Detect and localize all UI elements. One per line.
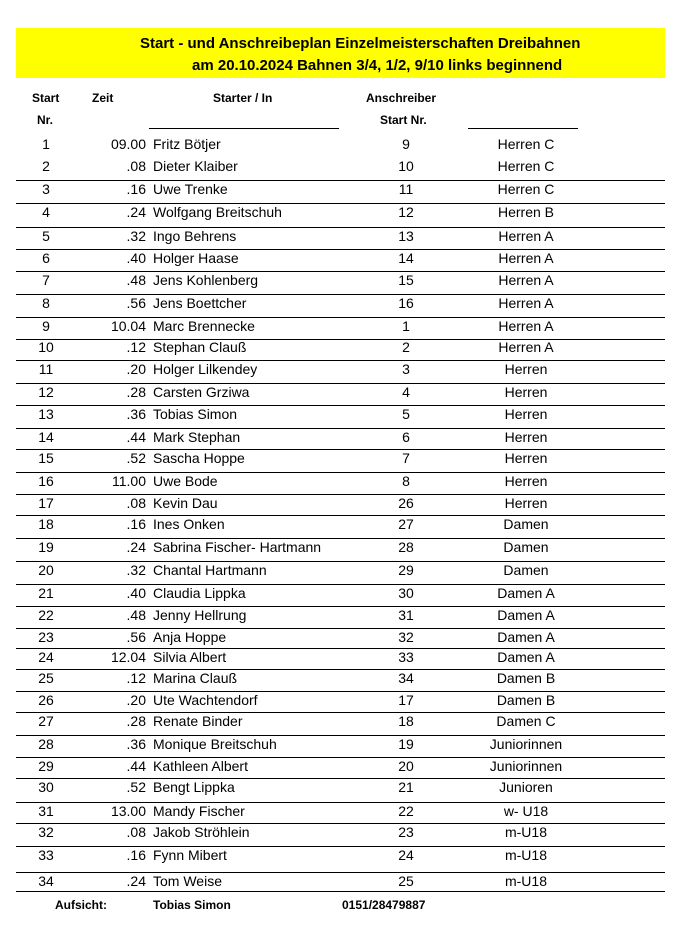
scorer-start-number: 9 [402, 136, 410, 152]
start-time: 13.00 [110, 803, 146, 819]
title-line-2: am 20.10.2024 Bahnen 3/4, 1/2, 9/10 links beginnend [192, 57, 563, 74]
class-name: Herren [504, 361, 548, 377]
scorer-start-number: 27 [398, 516, 414, 532]
starter-name: Tobias Simon [153, 406, 238, 422]
starter-name: Holger Lilkendey [153, 361, 258, 377]
start-time: .56 [126, 295, 146, 311]
table-row [16, 181, 665, 204]
start-number: 19 [38, 539, 54, 555]
header-underline-class [468, 128, 578, 129]
class-name: Damen [503, 539, 549, 555]
table-row [16, 450, 665, 473]
class-name: Herren [504, 384, 548, 400]
starter-name: Sabrina Fischer- Hartmann [153, 539, 322, 555]
table-row [16, 803, 665, 824]
table-row [16, 585, 665, 607]
start-number: 5 [42, 228, 50, 244]
scorer-start-number: 12 [398, 204, 414, 220]
start-number: 12 [38, 384, 54, 400]
starter-name: Anja Hoppe [153, 629, 227, 645]
table-row [16, 713, 665, 736]
starter-name: Mark Stephan [153, 429, 241, 445]
start-number: 24 [38, 649, 54, 665]
scorer-start-number: 21 [398, 779, 414, 795]
scorer-start-number: 1 [402, 318, 410, 334]
class-name: Junioren [499, 779, 553, 795]
start-time: .24 [126, 873, 146, 889]
class-name: Herren C [497, 158, 555, 174]
class-name: Damen [503, 516, 549, 532]
table-row [16, 384, 665, 406]
table-row [16, 607, 665, 629]
start-time: .36 [126, 736, 146, 752]
start-number: 27 [38, 713, 54, 729]
table-row [16, 847, 665, 873]
footer-phone: 0151/28479887 [342, 898, 426, 912]
header-anschreiber: Anschreiber [366, 91, 437, 105]
scorer-start-number: 24 [398, 847, 414, 863]
scorer-start-number: 16 [398, 295, 414, 311]
scorer-start-number: 11 [398, 181, 414, 197]
starter-name: Carsten Grziwa [153, 384, 250, 400]
scorer-start-number: 19 [398, 736, 414, 752]
start-time: .52 [126, 779, 146, 795]
start-number: 7 [42, 272, 50, 288]
starter-name: Ute Wachtendorf [153, 692, 258, 708]
starter-name: Ingo Behrens [153, 228, 237, 244]
scorer-start-number: 28 [398, 539, 414, 555]
scorer-start-number: 4 [402, 384, 410, 400]
start-number: 17 [38, 495, 54, 511]
header-start: Start [32, 91, 60, 105]
class-name: Herren A [498, 318, 554, 334]
table-row [16, 873, 665, 892]
class-name: Herren [504, 495, 548, 511]
scorer-start-number: 34 [398, 670, 414, 686]
class-name: Juniorinnen [489, 758, 563, 774]
start-time: .28 [126, 384, 146, 400]
table-row [16, 539, 665, 562]
start-time: .20 [126, 361, 146, 377]
scorer-start-number: 5 [402, 406, 410, 422]
start-time: 09.00 [110, 136, 146, 152]
table-row [16, 692, 665, 713]
start-time: .12 [126, 670, 146, 686]
start-time: .44 [126, 429, 146, 445]
start-number: 18 [38, 516, 54, 532]
footer-label: Aufsicht: [55, 898, 107, 912]
starter-name: Mandy Fischer [153, 803, 245, 819]
start-time: .16 [126, 847, 146, 863]
scorer-start-number: 13 [398, 228, 414, 244]
title-line-1: Start - und Anschreibeplan Einzelmeisterschaften Dreibahnen [140, 35, 581, 52]
table-row [16, 758, 665, 779]
start-time: .08 [126, 158, 146, 174]
start-number: 3 [42, 181, 50, 197]
starter-name: Jenny Hellrung [153, 607, 247, 623]
starter-name: Monique Breitschuh [153, 736, 277, 752]
starter-name: Wolfgang Breitschuh [153, 204, 282, 220]
header-start-nr: Start Nr. [380, 113, 427, 127]
class-name: m-U18 [504, 873, 547, 889]
start-number: 16 [38, 473, 54, 489]
class-name: w- U18 [503, 803, 549, 819]
title-banner [16, 28, 665, 78]
class-name: Damen B [496, 692, 556, 708]
table-row [16, 204, 665, 228]
start-time: .28 [126, 713, 146, 729]
scorer-start-number: 20 [398, 758, 414, 774]
start-number: 25 [38, 670, 54, 686]
start-number: 14 [38, 429, 54, 445]
table-row [16, 228, 665, 250]
class-name: m-U18 [504, 847, 547, 863]
start-number: 9 [42, 318, 50, 334]
table-row [16, 736, 665, 758]
header-zeit: Zeit [92, 91, 114, 105]
start-number: 13 [38, 406, 54, 422]
table-row [16, 136, 665, 157]
scorer-start-number: 32 [398, 629, 414, 645]
class-name: Damen [503, 562, 549, 578]
start-time: .08 [126, 495, 146, 511]
start-time: .32 [126, 228, 146, 244]
class-name: Herren C [497, 136, 555, 152]
start-time: .24 [126, 539, 146, 555]
scorer-start-number: 17 [398, 692, 414, 708]
start-time: .12 [126, 339, 146, 355]
start-time: .40 [126, 250, 146, 266]
scorer-start-number: 8 [402, 473, 410, 489]
scorer-start-number: 7 [402, 450, 410, 466]
starter-name: Kathleen Albert [153, 758, 248, 774]
starter-name: Stephan Clauß [153, 339, 247, 355]
table-row [16, 649, 665, 670]
starter-name: Bengt Lippka [153, 779, 235, 795]
start-time: .16 [126, 181, 146, 197]
start-number: 1 [42, 136, 50, 152]
scorer-start-number: 25 [398, 873, 414, 889]
starter-name: Marina Clauß [153, 670, 238, 686]
starter-name: Fynn Mibert [153, 847, 227, 863]
start-number: 32 [38, 824, 54, 840]
start-time: .16 [126, 516, 146, 532]
scorer-start-number: 26 [398, 495, 414, 511]
start-time: .48 [126, 607, 146, 623]
table-row [16, 779, 665, 803]
table-row [16, 318, 665, 340]
starter-name: Tom Weise [153, 873, 222, 889]
scorer-start-number: 2 [402, 339, 410, 355]
start-number: 15 [38, 450, 54, 466]
start-number: 28 [38, 736, 54, 752]
start-number: 29 [38, 758, 54, 774]
class-name: Damen A [497, 629, 555, 645]
starter-name: Uwe Bode [153, 473, 218, 489]
starter-name: Marc Brennecke [153, 318, 255, 334]
starter-name: Sascha Hoppe [153, 450, 245, 466]
table-row [16, 250, 665, 272]
start-number: 30 [38, 779, 54, 795]
scorer-start-number: 29 [398, 562, 414, 578]
table-row [16, 158, 665, 181]
start-time: .40 [126, 585, 146, 601]
table-row [16, 295, 665, 318]
start-number: 26 [38, 692, 54, 708]
table-row [16, 495, 665, 516]
table-row [16, 339, 665, 361]
header-starter: Starter / In [213, 91, 273, 105]
class-name: Damen A [497, 649, 555, 665]
starter-name: Holger Haase [153, 250, 239, 266]
starter-name: Jens Kohlenberg [153, 272, 259, 288]
footer-supervisor-name: Tobias Simon [153, 898, 231, 912]
starter-name: Dieter Klaiber [153, 158, 238, 174]
scorer-start-number: 3 [402, 361, 410, 377]
table-row [16, 272, 665, 295]
table-row [16, 562, 665, 585]
start-time: .44 [126, 758, 146, 774]
start-number: 4 [42, 204, 50, 220]
class-name: Herren A [498, 272, 554, 288]
scorer-start-number: 22 [398, 803, 414, 819]
starter-name: Kevin Dau [153, 495, 218, 511]
start-time: .08 [126, 824, 146, 840]
class-name: Damen C [496, 713, 556, 729]
table-row [16, 629, 665, 649]
start-number: 2 [42, 158, 50, 174]
scorer-start-number: 23 [398, 824, 414, 840]
scorer-start-number: 14 [398, 250, 414, 266]
start-number: 33 [38, 847, 54, 863]
start-number: 10 [38, 339, 54, 355]
start-number: 11 [38, 361, 54, 377]
scorer-start-number: 18 [398, 713, 414, 729]
starter-name: Jakob Ströhlein [153, 824, 250, 840]
class-name: Herren [504, 429, 548, 445]
class-name: Herren C [497, 181, 555, 197]
start-time: .48 [126, 272, 146, 288]
starter-name: Chantal Hartmann [153, 562, 267, 578]
start-time: .56 [126, 629, 146, 645]
starter-name: Fritz Bötjer [153, 136, 221, 152]
class-name: Damen A [497, 585, 555, 601]
start-time: .24 [126, 204, 146, 220]
scorer-start-number: 15 [398, 272, 414, 288]
start-number: 31 [38, 803, 54, 819]
table-row [16, 516, 665, 539]
start-time: 12.04 [110, 649, 146, 665]
scorer-start-number: 31 [398, 607, 414, 623]
start-number: 23 [38, 629, 54, 645]
header-nr: Nr. [37, 113, 54, 127]
table-row [16, 406, 665, 429]
start-number: 34 [38, 873, 54, 889]
class-name: Damen B [496, 670, 556, 686]
start-time: .36 [126, 406, 146, 422]
table-row [16, 670, 665, 692]
table-row [16, 473, 665, 495]
start-number: 21 [38, 585, 54, 601]
class-name: Herren [504, 450, 548, 466]
header-underline-starter [149, 128, 339, 129]
start-time: .52 [126, 450, 146, 466]
starter-name: Ines Onken [153, 516, 225, 532]
start-time: .32 [126, 562, 146, 578]
class-name: m-U18 [504, 824, 547, 840]
starter-name: Jens Boettcher [153, 295, 247, 311]
class-name: Herren [504, 406, 548, 422]
starter-name: Renate Binder [153, 713, 243, 729]
start-time: 11.00 [112, 473, 146, 489]
scorer-start-number: 33 [398, 649, 414, 665]
start-number: 6 [42, 250, 50, 266]
class-name: Herren A [498, 228, 554, 244]
class-name: Herren [504, 473, 548, 489]
start-number: 20 [38, 562, 54, 578]
class-name: Herren A [498, 250, 554, 266]
class-name: Herren B [497, 204, 555, 220]
starter-name: Uwe Trenke [153, 181, 228, 197]
start-number: 22 [38, 607, 54, 623]
starter-name: Silvia Albert [153, 649, 227, 665]
class-name: Damen A [497, 607, 555, 623]
start-time: .20 [126, 692, 146, 708]
scorer-start-number: 6 [402, 429, 410, 445]
class-name: Juniorinnen [489, 736, 563, 752]
scorer-start-number: 10 [398, 158, 414, 174]
scorer-start-number: 30 [398, 585, 414, 601]
start-number: 8 [42, 295, 50, 311]
starter-name: Claudia Lippka [153, 585, 246, 601]
table-row [16, 429, 665, 450]
start-time: 10.04 [110, 318, 146, 334]
class-name: Herren A [498, 295, 554, 311]
class-name: Herren A [498, 339, 554, 355]
table-row [16, 361, 665, 384]
table-row [16, 824, 665, 847]
